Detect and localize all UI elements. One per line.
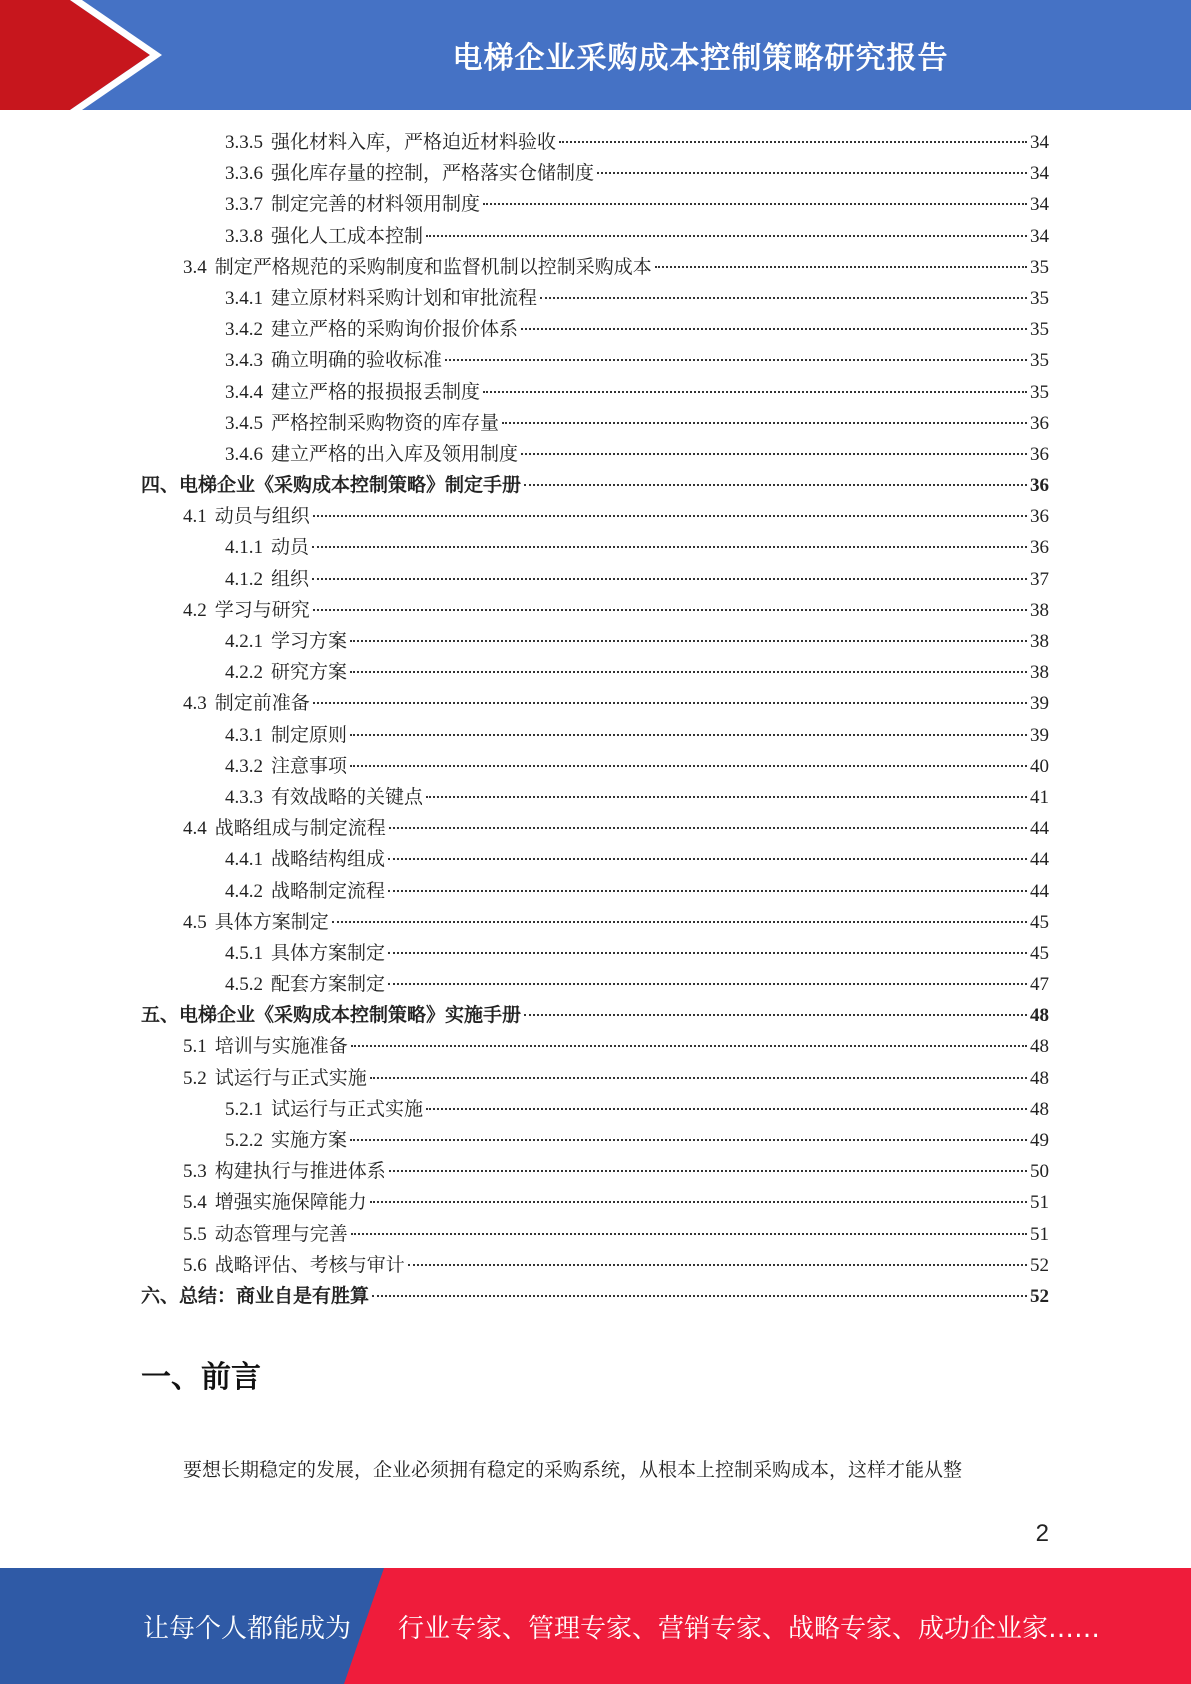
toc-leader-dots — [445, 359, 1027, 361]
toc-entry-number: 5.2.1 — [225, 1098, 263, 1120]
toc-entry-number: 5.4 — [183, 1192, 207, 1214]
toc-entry-title: 战略组成与制定流程 — [214, 818, 386, 840]
toc-entry-page: 36 — [1030, 475, 1049, 497]
toc-entry[interactable] — [141, 221, 1049, 252]
toc-leader-dots — [388, 952, 1027, 954]
toc-entry-number: 3.4.3 — [225, 350, 263, 372]
toc-entry-title: 制定严格规范的采购制度和监督机制以控制采购成本 — [214, 256, 652, 278]
toc-entry-page: 41 — [1030, 786, 1049, 808]
toc-leader-dots — [313, 609, 1027, 611]
toc-entry[interactable] — [141, 127, 1049, 158]
toc-leader-dots — [350, 734, 1027, 736]
toc-entry-title: 研究方案 — [271, 662, 348, 684]
toc-entry-page: 48 — [1030, 1098, 1049, 1120]
toc-leader-dots — [313, 702, 1027, 704]
toc-entry-title: 建立严格的出入库及领用制度 — [271, 443, 519, 465]
toc-entry-number: 3.4.4 — [225, 381, 263, 403]
toc-entry-page: 38 — [1030, 662, 1049, 684]
toc-entry-title: 制定前准备 — [214, 693, 310, 715]
toc-entry[interactable] — [141, 564, 1049, 595]
toc-entry[interactable] — [141, 408, 1049, 439]
toc-entry-number: 3.4.2 — [225, 319, 263, 341]
toc-entry[interactable] — [141, 595, 1049, 626]
toc-leader-dots — [351, 1233, 1027, 1235]
toc-entry-page: 39 — [1030, 693, 1049, 715]
toc-entry-title: 配套方案制定 — [271, 974, 386, 996]
toc-leader-dots — [312, 546, 1027, 548]
toc-entry-title: 五、电梯企业《采购成本控制策略》实施手册 — [141, 1005, 522, 1027]
toc-entry-page: 51 — [1030, 1192, 1049, 1214]
toc-leader-dots — [351, 1045, 1027, 1047]
toc-leader-dots — [559, 141, 1027, 143]
toc-leader-dots — [372, 1295, 1027, 1297]
toc-entry-number: 3.3.7 — [225, 194, 263, 216]
toc-entry-number: 4.2.2 — [225, 662, 263, 684]
toc-leader-dots — [521, 453, 1027, 455]
toc-entry-title: 强化库存量的控制，严格落实仓储制度 — [271, 163, 595, 185]
toc-entry-page: 35 — [1030, 350, 1049, 372]
toc-entry-page: 48 — [1030, 1005, 1049, 1027]
toc-entry[interactable] — [141, 938, 1049, 969]
toc-entry-page: 39 — [1030, 724, 1049, 746]
toc-entry-page: 35 — [1030, 256, 1049, 278]
toc-entry-title: 试运行与正式实施 — [214, 1067, 367, 1089]
toc-entry-page: 52 — [1030, 1285, 1049, 1307]
toc-leader-dots — [350, 671, 1027, 673]
toc-entry-page: 44 — [1030, 818, 1049, 840]
toc-entry-title: 学习与研究 — [214, 599, 310, 621]
toc-entry-number: 4.1.2 — [225, 568, 263, 590]
toc-entry-page: 49 — [1030, 1130, 1049, 1151]
toc-entry-number: 4.5 — [183, 911, 207, 933]
toc-entry-title: 确立明确的验收标准 — [271, 350, 443, 372]
toc-entry-title: 建立严格的报损报丢制度 — [271, 381, 481, 403]
toc-entry[interactable] — [141, 688, 1049, 719]
toc-entry-page: 51 — [1030, 1223, 1049, 1245]
toc-entry-number: 3.4 — [183, 256, 207, 278]
toc-entry-title: 构建执行与推进体系 — [214, 1161, 386, 1183]
toc-entry-page: 50 — [1030, 1161, 1049, 1183]
toc-entry-title: 学习方案 — [271, 631, 348, 652]
toc-entry-title: 培训与实施准备 — [214, 1036, 348, 1058]
toc-entry[interactable] — [141, 439, 1049, 470]
toc-entry-number: 5.6 — [183, 1254, 207, 1276]
toc-leader-dots — [408, 1264, 1027, 1266]
toc-entry-number: 4.2 — [183, 599, 207, 621]
toc-leader-dots — [389, 1170, 1027, 1172]
toc-entry[interactable] — [141, 158, 1049, 189]
toc-entry-title: 四、电梯企业《采购成本控制策略》制定手册 — [141, 475, 522, 497]
toc-leader-dots — [388, 983, 1027, 985]
toc-leader-dots — [426, 796, 1027, 798]
toc-entry-number: 4.3.3 — [225, 786, 263, 808]
toc-entry-number: 4.3.1 — [225, 724, 263, 746]
toc-entry[interactable] — [141, 1187, 1049, 1218]
toc-entry-page: 48 — [1030, 1067, 1049, 1089]
toc-entry-title: 建立原材料采购计划和审批流程 — [271, 287, 538, 309]
toc-leader-dots — [370, 1201, 1027, 1203]
toc-entry-title: 战略评估、考核与审计 — [214, 1254, 405, 1276]
toc-leader-dots — [655, 266, 1027, 268]
toc-entry-number: 3.3.8 — [225, 225, 263, 247]
toc-leader-dots — [350, 1139, 1027, 1141]
toc-entry-page: 45 — [1030, 942, 1049, 964]
toc-entry-number: 4.4.1 — [225, 849, 263, 871]
toc-entry-number: 5.5 — [183, 1223, 207, 1245]
toc-entry-number: 4.3.2 — [225, 755, 263, 777]
toc-leader-dots — [332, 921, 1027, 923]
toc-entry[interactable] — [141, 532, 1049, 563]
toc-entry[interactable] — [141, 377, 1049, 408]
toc-leader-dots — [370, 1077, 1027, 1079]
toc-entry-title: 制定原则 — [271, 724, 348, 746]
toc-entry-number: 3.4.1 — [225, 287, 263, 309]
toc-entry-page: 34 — [1030, 163, 1049, 185]
toc-entry-title: 制定完善的材料领用制度 — [271, 194, 481, 216]
toc-entry-page: 35 — [1030, 319, 1049, 341]
toc-entry[interactable] — [141, 1250, 1049, 1281]
toc-entry-page: 34 — [1030, 225, 1049, 247]
toc-entry-page: 36 — [1030, 412, 1049, 434]
toc-entry[interactable] — [141, 626, 1049, 657]
toc-leader-dots — [313, 515, 1027, 517]
toc-entry[interactable] — [141, 1063, 1049, 1094]
toc-entry[interactable] — [141, 252, 1049, 283]
toc-leader-dots — [597, 172, 1027, 174]
toc-entry-number: 4.1.1 — [225, 537, 263, 559]
page-footer — [0, 1568, 1191, 1684]
toc-entry-page: 36 — [1030, 506, 1049, 528]
toc-leader-dots — [524, 1014, 1027, 1016]
toc-leader-dots — [426, 1108, 1027, 1110]
toc-leader-dots — [388, 858, 1027, 860]
toc-leader-dots — [389, 827, 1027, 829]
toc-entry[interactable] — [141, 813, 1049, 844]
toc-entry-title: 严格控制采购物资的库存量 — [271, 412, 500, 434]
toc-leader-dots — [350, 765, 1027, 767]
toc-entry-page: 48 — [1030, 1036, 1049, 1058]
toc-entry[interactable] — [141, 751, 1049, 782]
toc-entry-number: 3.4.5 — [225, 412, 263, 434]
toc-entry-number: 4.5.2 — [225, 974, 263, 996]
page-number: 2 — [1035, 1520, 1049, 1547]
toc-entry-title: 战略结构组成 — [271, 849, 386, 871]
toc-entry-page: 34 — [1030, 194, 1049, 216]
toc-entry-page: 38 — [1030, 631, 1049, 652]
toc-entry-number: 4.4 — [183, 818, 207, 840]
toc-entry-number: 4.2.1 — [225, 631, 263, 652]
toc-leader-dots — [540, 297, 1027, 299]
toc-entry-page: 36 — [1030, 537, 1049, 559]
toc-leader-dots — [524, 484, 1027, 486]
toc-entry-page: 36 — [1030, 443, 1049, 465]
toc-entry-page: 35 — [1030, 287, 1049, 309]
toc-entry[interactable] — [141, 189, 1049, 220]
toc-entry[interactable] — [141, 1125, 1049, 1156]
body-paragraph: 要想长期稳定的发展，企业必须拥有稳定的采购系统，从根本上控制采购成本，这样才能从整 — [183, 1460, 963, 1481]
toc-entry-title: 动员与组织 — [214, 506, 310, 528]
toc-entry-title: 六、总结：商业自是有胜算 — [141, 1285, 370, 1307]
toc-entry-number: 5.2.2 — [225, 1130, 263, 1151]
toc-entry-title: 强化材料入库，严格迫近材料验收 — [271, 132, 557, 153]
toc-entry-number: 3.4.6 — [225, 443, 263, 465]
toc-entry-number: 5.2 — [183, 1067, 207, 1089]
toc-leader-dots — [521, 328, 1027, 330]
toc-entry-title: 强化人工成本控制 — [271, 225, 424, 247]
toc-entry-title: 有效战略的关键点 — [271, 786, 424, 808]
table-of-contents — [141, 127, 1049, 1312]
toc-entry-title: 战略制定流程 — [271, 880, 386, 902]
toc-entry-number: 5.1 — [183, 1036, 207, 1058]
toc-entry-page: 38 — [1030, 599, 1049, 621]
toc-entry-title: 具体方案制定 — [271, 942, 386, 964]
toc-entry-title: 建立严格的采购询价报价体系 — [271, 319, 519, 341]
toc-entry-number: 5.3 — [183, 1161, 207, 1183]
toc-entry[interactable] — [141, 907, 1049, 938]
toc-entry-title: 具体方案制定 — [214, 911, 329, 933]
toc-entry[interactable] — [141, 501, 1049, 532]
toc-entry-page: 40 — [1030, 755, 1049, 777]
toc-entry[interactable] — [141, 1000, 1049, 1031]
toc-entry-title: 动员 — [271, 537, 310, 559]
toc-leader-dots — [426, 235, 1027, 237]
toc-entry-title: 试运行与正式实施 — [271, 1098, 424, 1120]
toc-entry[interactable] — [141, 470, 1049, 501]
toc-entry-page: 35 — [1030, 381, 1049, 403]
toc-entry[interactable] — [141, 1156, 1049, 1187]
toc-entry[interactable] — [141, 1219, 1049, 1250]
toc-entry[interactable] — [141, 969, 1049, 1000]
toc-entry[interactable] — [141, 720, 1049, 751]
toc-entry-page: 45 — [1030, 911, 1049, 933]
toc-entry-title: 动态管理与完善 — [214, 1223, 348, 1245]
toc-entry[interactable] — [141, 1281, 1049, 1312]
toc-entry[interactable] — [141, 345, 1049, 376]
toc-entry[interactable] — [141, 1031, 1049, 1062]
toc-entry-page: 44 — [1030, 880, 1049, 902]
toc-entry-title: 注意事项 — [271, 755, 348, 777]
toc-entry-title: 实施方案 — [271, 1130, 348, 1151]
toc-entry[interactable] — [141, 876, 1049, 907]
toc-entry-number: 4.3 — [183, 693, 207, 715]
toc-entry-number: 4.5.1 — [225, 942, 263, 964]
toc-leader-dots — [350, 640, 1027, 642]
page-header — [0, 0, 1191, 110]
toc-entry[interactable] — [141, 1094, 1049, 1125]
toc-entry-page: 37 — [1030, 568, 1049, 590]
footer-slogan-left: 让每个人都能成为 — [143, 1613, 352, 1644]
toc-entry-page: 34 — [1030, 132, 1049, 153]
toc-entry-number: 4.1 — [183, 506, 207, 528]
toc-entry[interactable] — [141, 657, 1049, 688]
toc-entry-page: 47 — [1030, 974, 1049, 996]
toc-entry-page: 52 — [1030, 1254, 1049, 1276]
toc-entry-number: 4.4.2 — [225, 880, 263, 902]
toc-entry-number: 3.3.6 — [225, 163, 263, 185]
toc-leader-dots — [483, 391, 1027, 393]
toc-leader-dots — [388, 890, 1027, 892]
toc-entry-page: 44 — [1030, 849, 1049, 871]
toc-leader-dots — [312, 578, 1027, 580]
section-heading: 一、前言 — [141, 1360, 261, 1395]
toc-entry-number: 3.3.5 — [225, 132, 263, 153]
toc-leader-dots — [483, 203, 1027, 205]
toc-entry[interactable] — [141, 314, 1049, 345]
toc-entry-title: 增强实施保障能力 — [214, 1192, 367, 1214]
toc-entry[interactable] — [141, 844, 1049, 875]
footer-slogan-right: 行业专家、管理专家、营销专家、战略专家、成功企业家…… — [398, 1613, 1101, 1644]
toc-entry[interactable] — [141, 782, 1049, 813]
document-title: 电梯企业采购成本控制策略研究报告 — [452, 41, 949, 76]
toc-entry[interactable] — [141, 283, 1049, 314]
toc-entry-title: 组织 — [271, 568, 310, 590]
toc-leader-dots — [502, 422, 1027, 424]
